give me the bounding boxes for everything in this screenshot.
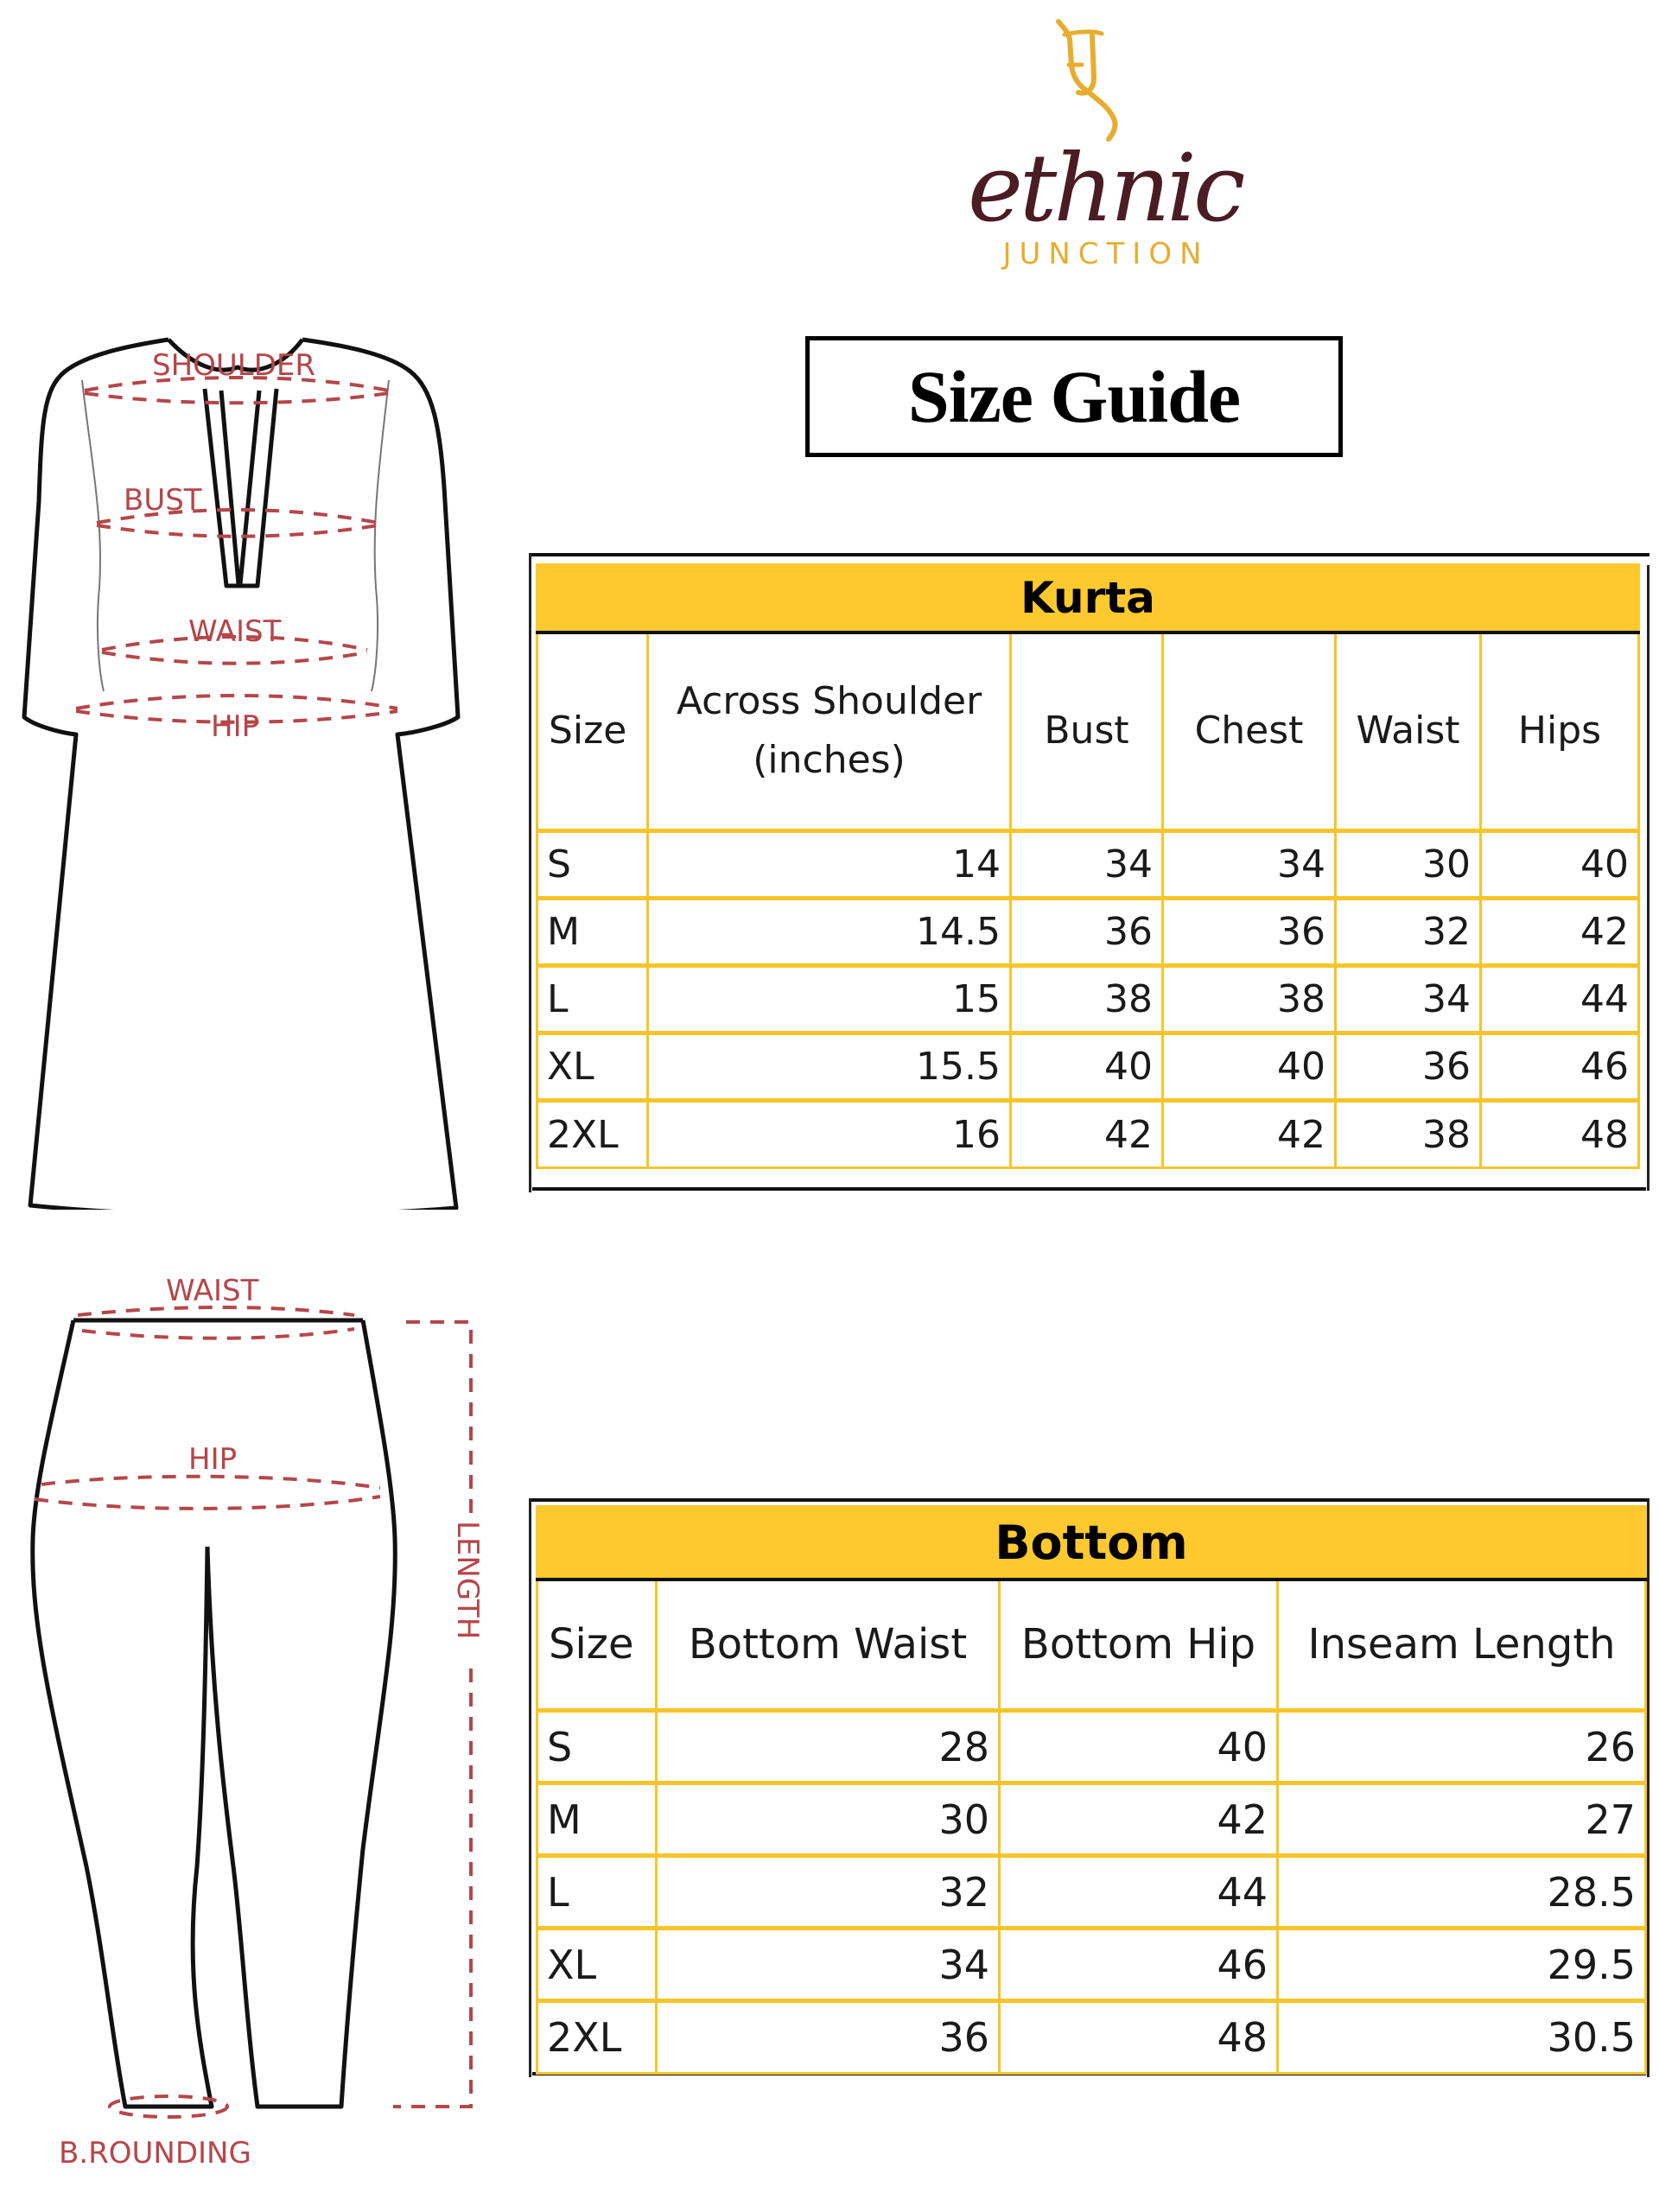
label-waist: WAIST (188, 614, 282, 649)
cell-size: XL (537, 1929, 657, 2001)
cell-chest: 36 (1163, 899, 1336, 966)
cell-size: XL (537, 1033, 648, 1101)
col-across-shoulder (648, 632, 1011, 831)
cell-hips: 46 (1481, 1033, 1639, 1101)
cell-across-shoulder: 14 (648, 831, 1011, 899)
cell-bottom-waist: 36 (657, 2001, 1000, 2074)
bottom-illustration (0, 1262, 518, 2195)
label-bust: BUST (124, 483, 202, 518)
cell-bust: 38 (1011, 966, 1163, 1033)
label-waist: WAIST (166, 1274, 259, 1308)
cell-bottom-hip: 44 (1000, 1856, 1278, 1929)
col-across-shoulder-line2: (inches) (753, 738, 906, 783)
cell-bust: 40 (1011, 1033, 1163, 1101)
cell-waist: 32 (1336, 899, 1481, 966)
label-hip: HIP (211, 709, 260, 744)
cell-inseam-length: 26 (1278, 1711, 1646, 1783)
col-bust: Bust (1011, 632, 1163, 831)
table-row (537, 2001, 1646, 2074)
col-size: Size (537, 632, 648, 831)
cell-hips: 48 (1481, 1101, 1639, 1168)
table-row (537, 1033, 1639, 1101)
cell-size: L (537, 966, 648, 1033)
page-title-box (805, 336, 1343, 457)
label-hip: HIP (188, 1442, 238, 1477)
cell-size: M (537, 1783, 657, 1856)
cell-hips: 42 (1481, 899, 1639, 966)
col-chest: Chest (1163, 632, 1336, 831)
cell-waist: 36 (1336, 1033, 1481, 1101)
cell-bust: 36 (1011, 899, 1163, 966)
cell-bust: 34 (1011, 831, 1163, 899)
label-length: LENGTH (450, 1521, 485, 1640)
cell-chest: 38 (1163, 966, 1336, 1033)
cell-bottom-hip: 46 (1000, 1929, 1278, 2001)
cell-bottom-waist: 28 (657, 1711, 1000, 1783)
cell-size: M (537, 899, 648, 966)
kurta-size-table (529, 553, 1649, 1192)
cell-chest: 40 (1163, 1033, 1336, 1101)
cell-size: S (537, 1711, 657, 1783)
col-waist: Waist (1336, 632, 1481, 831)
col-across-shoulder-line1: Across Shoulder (676, 679, 982, 724)
brand-sub-name: JUNCTION (1002, 237, 1210, 271)
cell-across-shoulder: 15.5 (648, 1033, 1011, 1101)
cell-size: 2XL (537, 1101, 648, 1168)
brand-logo (933, 13, 1243, 271)
cell-inseam-length: 29.5 (1278, 1929, 1646, 2001)
monogram-icon (933, 13, 1227, 151)
cell-bottom-waist: 32 (657, 1856, 1000, 1929)
cell-size: 2XL (537, 2001, 657, 2074)
cell-size: S (537, 831, 648, 899)
table-row (537, 1929, 1646, 2001)
cell-waist: 34 (1336, 966, 1481, 1033)
kurta-illustration (0, 328, 484, 1210)
brand-script-name: ethnic (968, 135, 1243, 243)
cell-across-shoulder: 14.5 (648, 899, 1011, 966)
cell-bottom-hip: 40 (1000, 1711, 1278, 1783)
label-b-rounding: B.ROUNDING (59, 2136, 251, 2171)
cell-inseam-length: 30.5 (1278, 2001, 1646, 2074)
cell-waist: 38 (1336, 1101, 1481, 1168)
cell-inseam-length: 28.5 (1278, 1856, 1646, 1929)
cell-chest: 34 (1163, 831, 1336, 899)
kurta-table-title: Kurta (537, 565, 1639, 632)
table-row (537, 1101, 1639, 1168)
cell-bottom-hip: 48 (1000, 2001, 1278, 2074)
cell-chest: 42 (1163, 1101, 1336, 1168)
col-bottom-hip: Bottom Hip (1000, 1580, 1278, 1711)
cell-bottom-waist: 30 (657, 1783, 1000, 1856)
col-inseam-length: Inseam Length (1278, 1580, 1646, 1711)
cell-waist: 30 (1336, 831, 1481, 899)
cell-across-shoulder: 16 (648, 1101, 1011, 1168)
table-row (537, 1856, 1646, 1929)
cell-size: L (537, 1856, 657, 1929)
cell-bottom-waist: 34 (657, 1929, 1000, 2001)
table-row (537, 899, 1639, 966)
col-bottom-waist: Bottom Waist (657, 1580, 1000, 1711)
table-row (537, 1783, 1646, 1856)
label-shoulder: SHOULDER (152, 348, 316, 383)
table-row (537, 831, 1639, 899)
col-hips: Hips (1481, 632, 1639, 831)
cell-hips: 40 (1481, 831, 1639, 899)
table-row (537, 1711, 1646, 1783)
table-row (537, 966, 1639, 1033)
cell-inseam-length: 27 (1278, 1783, 1646, 1856)
cell-bottom-hip: 42 (1000, 1783, 1278, 1856)
page-title: Size Guide (907, 355, 1241, 438)
cell-bust: 42 (1011, 1101, 1163, 1168)
cell-across-shoulder: 15 (648, 966, 1011, 1033)
bottom-table-title: Bottom (537, 1507, 1646, 1580)
cell-hips: 44 (1481, 966, 1639, 1033)
bottom-size-table (529, 1498, 1649, 2077)
col-size: Size (537, 1580, 657, 1711)
